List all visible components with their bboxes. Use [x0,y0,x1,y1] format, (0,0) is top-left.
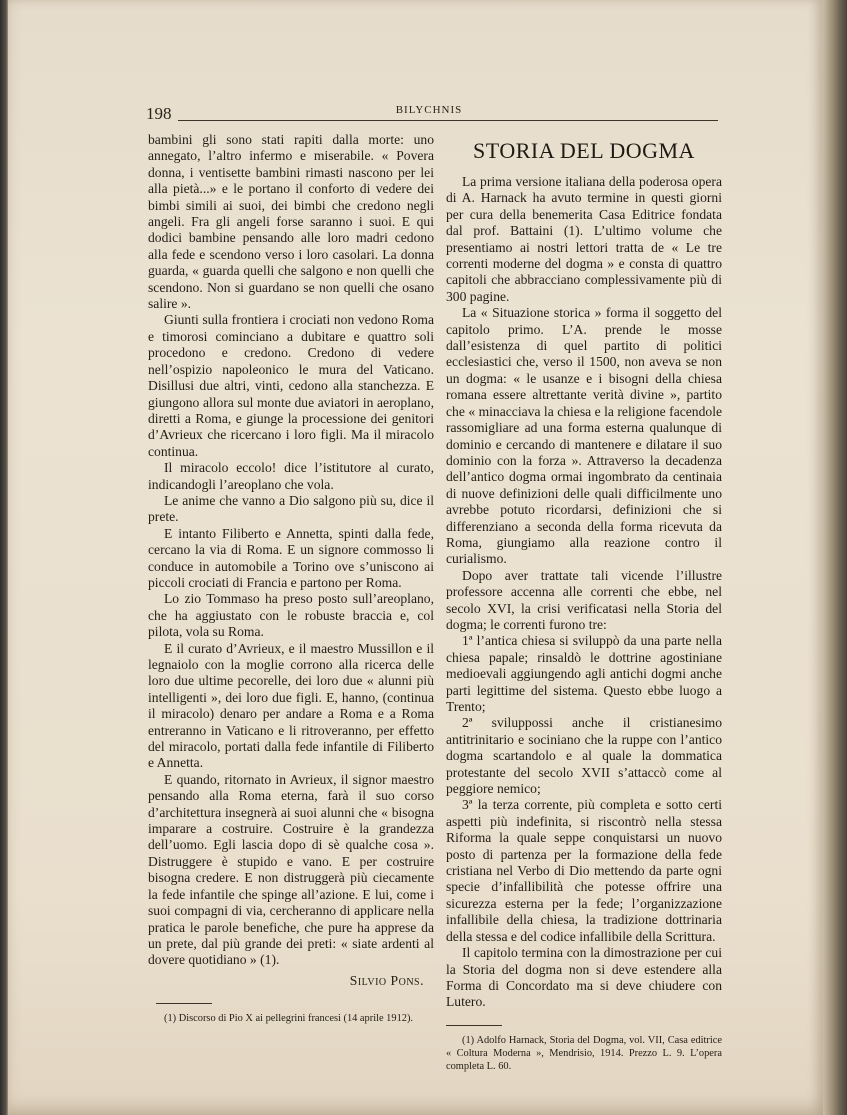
right-footnote: (1) Adolfo Harnack, Storia del Dogma, vol. VII, Casa editrice « Coltura Moderna », Mendrisio, 1914. Prezzo L. 9. L’opera completa L. 60. [446,1034,722,1072]
right-paragraph: 3ª la terza corrente, più completa e sotto certi aspetti più indefinita, si riscontrò nella stessa Riforma la quale seppe conquistarsi un nuovo posto di partenza per la formazione della fede cristiana nel Verbo di Dio mettendo da parte ogni specie d’infallibilità che potesse offrire una sicurezza esterna per la fede; l’organizzazione infallibile della chiesa, la tradizione dottrinaria della stessa e del codice infallibile della Scrittura. [446,797,722,944]
left-column [148,132,434,1025]
running-head: BILYCHNIS [395,104,463,116]
page-edge [823,0,847,1115]
right-column [446,132,722,1073]
left-paragraph: E intanto Filiberto e Annetta, spinti dalla fede, cercano la via di Roma. E un signore commosso li conduce in automobile a Torino ove s’uniscono ai piccoli crociati di Francia e partono per Roma. [148,525,434,590]
left-paragraph: Giunti sulla frontiera i crociati non vedono Roma e timorosi cominciano a dubitare e quattro soli procedono e credono. Credono di vedere nell’ospizio napoleonico le mura del Vaticano. Disillusi due altri, vinti, cedono alla stanchezza. E giungono allora sul monte due aviatori in aeroplano, diretti a Roma, e giunge la processione dei genitori d’Avrieux che ricercano i loro figli. Ma il miracolo continua. [148,312,434,459]
right-paragraph: 2ª sviluppossi anche il cristianesimo antitrinitario e sociniano che la ruppe con l’antico dogma scartandolo e al quale la dommatica protestante del secolo XVII s’attaccò come al peggiore nemico; [446,715,722,797]
page-number: 198 [146,104,172,123]
left-footnote: (1) Discorso di Pio X ai pellegrini francesi (14 aprile 1912). [164,1013,414,1025]
left-paragraph: Il miracolo eccolo! dice l’istitutore al curato, indicandogli l’areoplano che vola. [148,460,434,492]
right-paragraph: La prima versione italiana della poderosa opera di A. Harnack ha avuto termine in questi giorni per cura della benemerita Casa Editrice fondata dal prof. Battaini (1). L’ultimo volume che presentiamo ai nostri lettori tratta de « Le tre correnti moderne del dogma » e consta di quattro capitoli che abbracciano complessivamente più di 300 pagine. [446,174,722,304]
left-paragraph: Lo zio Tommaso ha preso posto sull’areoplano, che ha aggiustato con le robuste braccia e, col pilota, vola su Roma. [148,591,434,640]
left-paragraph: bambini gli sono stati rapiti dalla morte: uno annegato, l’altro infermo e miserabile. « Povera donna, i ventisette bambini rimasti nascono per lei alla pietà...» e le portano il conforto di vedere dei bimbi simili ai suoi, dei bimbi che credono negli angeli. Fra gli angeli forse saranno i suoi. E qui dodici bambine pensando alle loro madri cedono alla fede e scendono verso i loro casolari. La donna guarda, « guarda quelli che salgono e non quelli che scendono. Non si guardano se non quelli che osano salire ». [148,132,434,312]
article-title: STORIA DEL DOGMA [473,138,695,163]
footnote-rule [156,1003,212,1004]
right-paragraph: Dopo aver trattate tali vicende l’illustre professore accenna alle correnti che ebbe, nel secolo XVI, la crisi verificatasi nella Storia del dogma; le correnti furono tre: [446,567,722,632]
page-header [140,100,718,122]
left-paragraph: Le anime che vanno a Dio salgono più su, dice il prete. [148,492,434,525]
header-rule [178,120,718,121]
right-paragraph: La « Situazione storica » forma il soggetto del capitolo primo. L’A. prende le mosse dall’esistenza di quel partito di politici ecclesiastici che, verso il 1500, non aveva se non un dogma: « le usanze e i bisogni della chiesa romana essere altrettante verità divine », partito che « minacciava la chiesa e la religione facendole rassomigliare ad una forma esterna qualunque di dominio e cercando di mantenere e dilatare il suo dominio con la forza ». Attraverso la decadenza dell’antico dogma ormai ingombrato da centinaia di nuove definizioni delle quali difficilmente uno avrebbe potuto ricordarsi, definizioni che si differenziano a seconda della forma ricevuta da Roma, giungiamo alla reazione contro il curialismo. [446,305,722,567]
left-paragraph: E il curato d’Avrieux, e il maestro Mussillon e il legnaiolo con la moglie corrono alla ricerca delle loro due ultime pecorelle, dei loro due « alunni più intelligenti », dei loro due figli. E, hanno, (continua il miracolo) denaro per andare a Roma e a Roma entreranno in Vaticano e li ritroveranno, per effetto del miracolo, portati dalla fede infantile di Filiberto e Annetta. [148,640,434,771]
right-paragraph: Il capitolo termina con la dimostrazione per cui la Storia del dogma non si deve estendere alla Forma di Concordato ma si deve chiudere con Lutero. [446,945,722,1010]
footnote-rule [446,1025,502,1026]
author-signature: Silvio Pons. [349,972,424,988]
right-paragraph: 1ª l’antica chiesa si sviluppò da una parte nella chiesa papale; rinsaldò le dottrine agostiniane medioevali aggiungendo agli antichi dogmi anche parti legittime del sistema. Questo ebbe luogo a Trento; [446,633,722,714]
left-paragraph: E quando, ritornato in Avrieux, il signor maestro pensando alla Roma eterna, farà il suo corso d’architettura insegnerà ai suoi alunni che « bisogna imparare a costruire. Costruire è la grandezza dell’uomo. Egli lascia dopo di sè qualche cosa ». Distruggere è stupido e vano. E per costruire bisogna credere. E non distruggerà più ciecamente la fede infantile che spinge all’azione. E lui, come i suoi compagni di via, cercheranno di applicare nella pratica le parole benefiche, che pure ha apprese da un prete, dal più grande dei preti: « siate ardenti al dovere quotidiano » (1). [148,771,434,968]
